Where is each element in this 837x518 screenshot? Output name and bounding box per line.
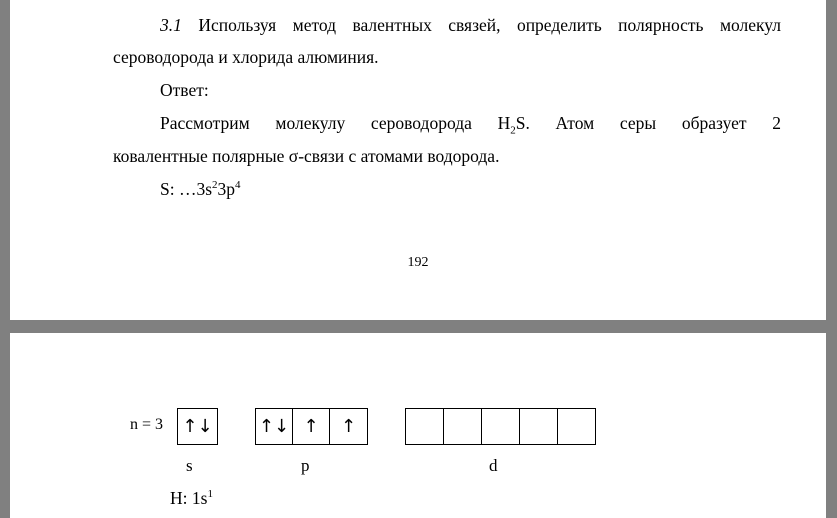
text-line-1 xyxy=(160,113,781,137)
subscript: 2 xyxy=(510,124,516,137)
text-part: S. Атом серы образует 2 xyxy=(515,113,781,133)
page-number: 192 xyxy=(407,255,429,270)
d-label: d xyxy=(489,456,498,475)
text-line-2: ковалентные полярные σ-связи с атомами водорода. xyxy=(113,146,500,166)
orbital-p-cell: ↑ xyxy=(329,408,368,445)
hydrogen-config xyxy=(170,488,213,508)
orbital-d-cell xyxy=(443,408,482,445)
config-p: 3p xyxy=(217,179,236,199)
page-193 xyxy=(10,333,826,518)
level-label: n = 3 xyxy=(130,416,164,433)
config-prefix: H: 1s xyxy=(170,488,208,508)
superscript: 1 xyxy=(207,488,213,501)
problem-number: 3.1 xyxy=(160,15,182,35)
sulfur-config xyxy=(160,179,241,199)
superscript: 4 xyxy=(235,179,241,192)
orbital-d-cell xyxy=(519,408,558,445)
superscript: 2 xyxy=(212,179,218,192)
orbital-p-cell: ↑↓ xyxy=(255,408,293,445)
orbital-s-cell: ↑↓ xyxy=(177,408,218,445)
problem-line-2: сероводорода и хлорида алюминия. xyxy=(113,47,379,67)
orbital-d-cell xyxy=(405,408,444,445)
orbital-p-cell: ↑ xyxy=(292,408,330,445)
problem-line-1 xyxy=(160,15,781,35)
orbital-d-cell xyxy=(557,408,596,445)
s-label: s xyxy=(186,456,193,475)
text-part: Рассмотрим молекулу сероводорода H xyxy=(160,113,511,133)
config-prefix: S: …3s xyxy=(160,179,213,199)
page-192 xyxy=(10,0,826,320)
answer-label: Ответ: xyxy=(160,80,209,100)
orbital-d-cell xyxy=(481,408,520,445)
problem-text: Используя метод валентных связей, определить полярность молекул xyxy=(198,15,782,35)
p-label: p xyxy=(301,456,310,475)
